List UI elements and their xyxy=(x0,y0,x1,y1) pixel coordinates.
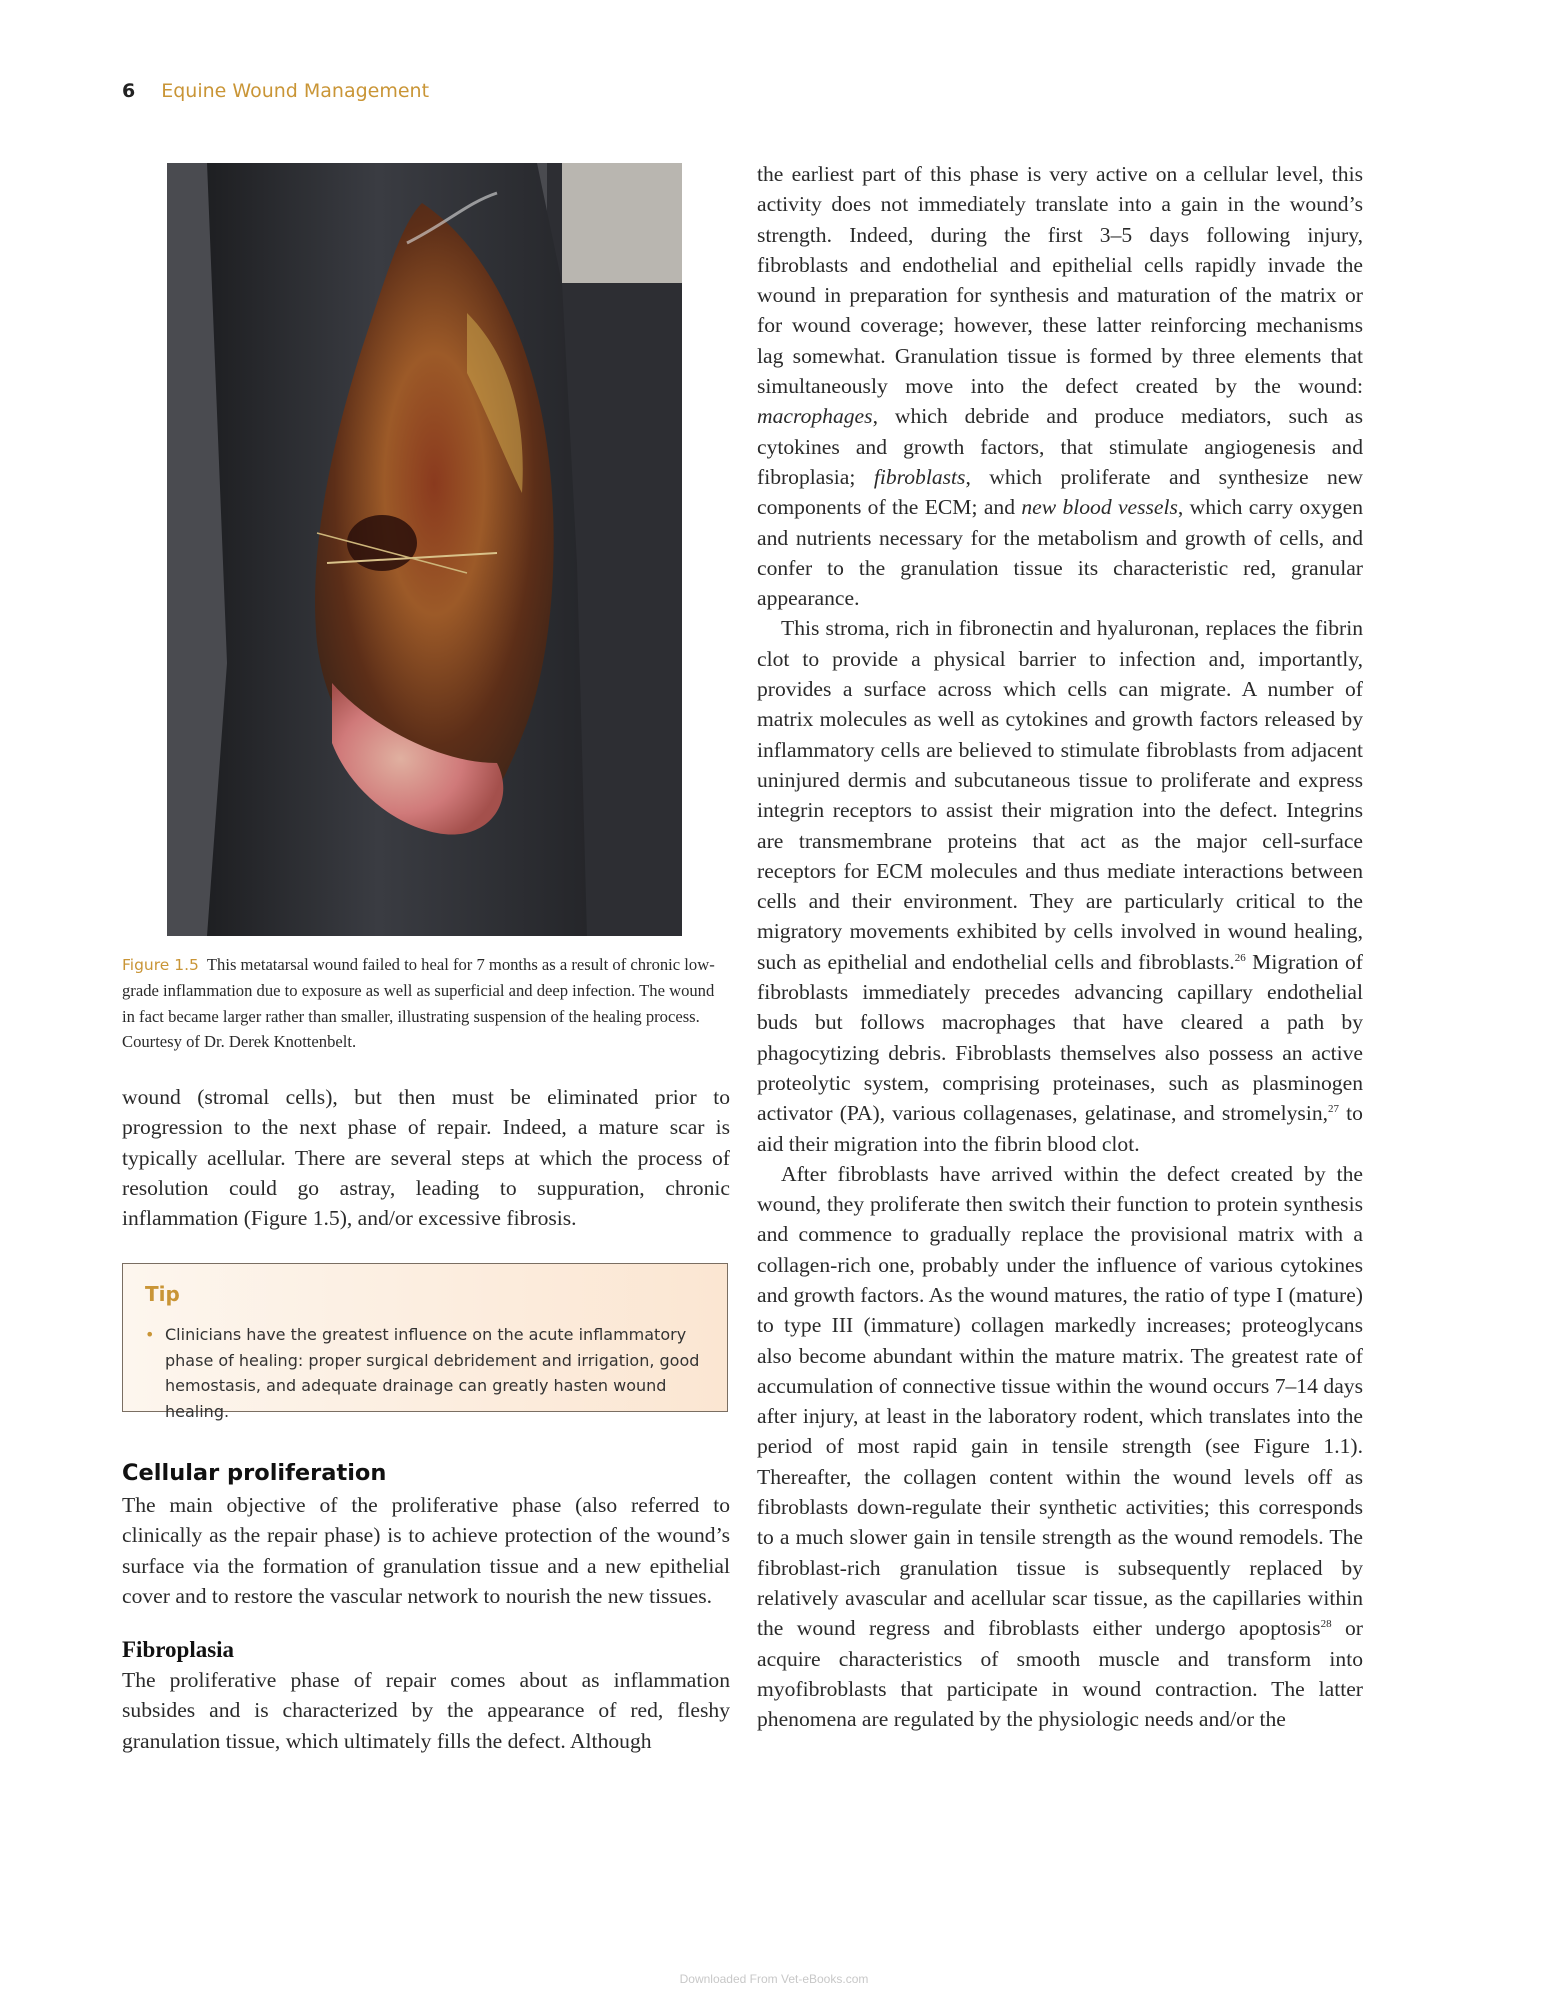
reference-26: 26 xyxy=(1234,951,1246,964)
wound-photograph xyxy=(167,163,682,936)
reference-27: 27 xyxy=(1328,1103,1340,1116)
paragraph-granulation xyxy=(757,159,1363,613)
text-run: After fibroblasts have arrived within the defect created by the wound, they proliferate then switch their function to protein synthesis and commence to gradually replace the provisional matrix with a collagen-rich one, probably under the influence of various cytokines and growth factors. As the wound matures, the ratio of type I (mature) to type III (immature) collagen markedly increases; proteoglycans also become abundant within the mature matrix. The greatest rate of accumulation of connective tissue within the wound occurs 7–14 days after injury, at least in the laboratory rodent, which translates into the period of most rapid gain in tensile strength (see Figure 1.1). Thereafter, the collagen content within the wound levels off as fibroblasts down-regulate their synthetic activities; this corresponds to a much slower gain in tensile strength as the wound remodels. The fibroblast-rich granulation tissue is subsequently replaced by relatively avascular and acellular scar tissue, as the capillaries within the wound regress and fibroblasts either undergo apoptosis xyxy=(757,1161,1363,1641)
bullet-icon: • xyxy=(145,1325,155,1344)
tip-list-item xyxy=(145,1322,703,1424)
tip-box xyxy=(122,1263,728,1421)
tip-text: Clinicians have the greatest influence on the acute inflammatory phase of healing: proper surgical debridement and irrigation, good hemostasis, and adequate drainage can greatly hasten wound healing. xyxy=(165,1325,700,1421)
text-run: , which carry oxygen and nutrients necessary for the metabolism and growth of cells, and confer to the granulation tissue its characteristic red, granular appearance. xyxy=(757,495,1363,611)
wound-photo-illustration xyxy=(167,163,682,936)
running-header xyxy=(122,80,429,102)
text-run: , which proliferate and synthesize new components of the ECM; and xyxy=(757,464,1363,520)
section-heading: Cellular proliferation xyxy=(122,1460,387,1486)
subsection-heading: Fibroplasia xyxy=(122,1637,235,1663)
paragraph-resolution: wound (stromal cells), but then must be eliminated prior to progression to the next phase of repair. Indeed, a mature scar is typically acellular. There are several steps at which the process of resolution could go astray, leading to suppuration, chronic inflammation (Figure 1.5), and/or excessive fibrosis. xyxy=(122,1085,730,1231)
tip-title: Tip xyxy=(145,1282,180,1306)
figure-caption xyxy=(122,952,730,1054)
paragraph-proliferation: The main objective of the proliferative phase (also referred to clinically as the repair phase) is to achieve protection of the wound’s surface via the formation of granulation tissue and a new epithelial cover and to restore the vascular network to nourish the new tissues. xyxy=(122,1493,730,1608)
emphasis-fibroblasts: fibroblasts xyxy=(873,464,966,489)
left-column-upper xyxy=(122,1082,730,1233)
text-run: Migration of fibroblasts immediately precedes advancing capillary endothelial buds but follows macrophages that have cleared a path by phagocytizing debris. Fibroblasts themselves also possess an active proteolytic system, comprising proteinases, such as plasminogen activator (PA), various collagenases, gelatinase, and stromelysin, xyxy=(757,949,1363,1126)
figure-label: Figure 1.5 xyxy=(122,956,199,974)
text-run: , which debride and produce mediators, such as cytokines and growth factors, that stimulate angiogenesis and fibroplasia; xyxy=(757,404,1363,489)
download-footer: Downloaded From Vet-eBooks.com xyxy=(679,1972,869,1986)
right-column xyxy=(757,159,1363,1734)
paragraph-stroma xyxy=(757,613,1363,1158)
emphasis-macrophages: macrophages xyxy=(757,404,873,429)
paragraph-fibroplasia: The proliferative phase of repair comes about as inflammation subsides and is characterized by the appearance of red, fleshy granulation tissue, which ultimately fills the defect. Although xyxy=(122,1668,730,1753)
text-run: This stroma, rich in fibronectin and hyaluronan, replaces the fibrin clot to provide a physical barrier to infection and, importantly, provides a surface across which cells can migrate. A number of matrix molecules as well as cytokines and growth factors released by inflammatory cells are believed to stimulate fibroblasts from adjacent uninjured dermis and subcutaneous tissue to proliferate and express integrin receptors to assist their migration into the defect. Integrins are transmembrane proteins that act as the major cell-surface receptors for ECM molecules and thus mediate interactions between cells and their environment. They are particularly critical to the migratory movements exhibited by cells involved in wound healing, such as epithelial and endothelial cells and fibroblasts. xyxy=(757,616,1363,974)
text-run: or acquire characteristics of smooth muscle and transform into myofibroblasts that participate in wound contraction. The latter phenomena are regulated by the physiologic needs and/or the xyxy=(757,1616,1363,1732)
emphasis-new-blood-vessels: new blood vessels xyxy=(1021,495,1178,520)
text-run: to aid their migration into the fibrin blood clot. xyxy=(757,1101,1363,1156)
page-number: 6 xyxy=(122,80,136,102)
text-run: the earliest part of this phase is very active on a cellular level, this activity does not immediately translate into a gain in the wound’s strength. Indeed, during the first 3–5 days following injury, fibroblasts and endothelial and epithelial cells rapidly invade the wound in preparation for synthesis and maturation of the matrix or for wound coverage; however, these latter reinforcing mechanisms lag somewhat. Granulation tissue is formed by three elements that simultaneously move into the defect created by the wound: xyxy=(757,162,1363,399)
figure-caption-text: This metatarsal wound failed to heal for 7 months as a result of chronic low-grade inflammation due to exposure as well as superficial and deep infection. The wound in fact became larger rather than smaller, illustrating suspension of the healing process. Courtesy of Dr. Derek Knottenbelt. xyxy=(122,955,715,1051)
paragraph-maturation xyxy=(757,1159,1363,1735)
reference-28: 28 xyxy=(1320,1618,1332,1631)
left-column-lower xyxy=(122,1460,730,1756)
book-title: Equine Wound Management xyxy=(161,80,430,102)
